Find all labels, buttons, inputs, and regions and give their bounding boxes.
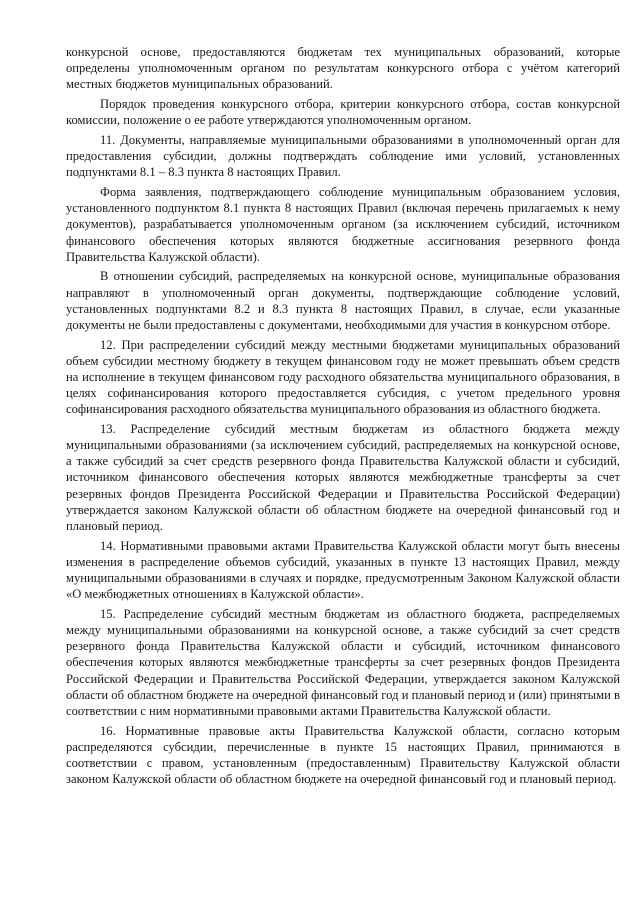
paragraph-item-16: 16. Нормативные правовые акты Правительства Калужской области, согласно которым распределяются субсидии, перечисленные в пункте 15 настоящих Правил, принимаются в соответствии с правом, установленным (предоставленным) Правительству Калужской области законом Калужской области об областном бюджете на очередной финансовый год и плановый период. <box>66 723 620 787</box>
paragraph-item-15: 15. Распределение субсидий местным бюджетам из областного бюджета, распределяемых между муниципальными образованиями на конкурсной основе, а также субсидий за счет средств резервного фонда Правительства Калужской области и субсидий, источником финансового обеспечения которых являются межбюджетные трансферты за счет резервных фондов Президента Российской Федерации и Правительства Российской Федерации, утверждается законом Калужской области об областном бюджете на очередной финансовый год и плановый период и (или) принятыми в соответствии с ним нормативными правовыми актами Правительства Калужской области. <box>66 606 620 718</box>
paragraph-item-14: 14. Нормативными правовыми актами Правительства Калужской области могут быть внесены изменения в распределение объемов субсидий, указанных в пункте 13 настоящих Правил, между муниципальными образованиями в случаях и порядке, предусмотренным Законом Калужской области «О межбюджетных отношениях в Калужской области». <box>66 538 620 602</box>
paragraph-item-13: 13. Распределение субсидий местным бюджетам из областного бюджета между муниципальными образованиями (за исключением субсидий, распределяемых на конкурсной основе, а также субсидий за счет средств резервного фонда Правительства Калужской области и субсидий, источником финансового обеспечения которых являются межбюджетные трансферты за счет резервных фондов Президента Российской Федерации и Правительства Российской Федерации) утверждается законом Калужской области об областном бюджете на очередной финансовый год и плановый период. <box>66 422 620 533</box>
paragraph-contest-subsidies: В отношении субсидий, распределяемых на конкурсной основе, муниципальные образования направляют в уполномоченный орган документы, подтверждающие соблюдение условий, установленных подпунктами 8.2 и 8.3 пункта 8 настоящих Правил, в случае, если указанные документы не были предоставлены с документами, необходимыми для участия в конкурсном отборе. <box>66 269 620 332</box>
paragraph-item-11: 11. Документы, направляемые муниципальными образованиями в уполномоченный орган для предоставления субсидии, должны подтверждать соблюдение ими условий, установленных подпунктами 8.1 – 8.3 пункта 8 настоящих Правил. <box>66 132 620 180</box>
document-page <box>66 44 620 791</box>
paragraph-application-form: Форма заявления, подтверждающего соблюдение муниципальным образованием условия, установленного подпунктом 8.1 пункта 8 настоящих Правил (включая перечень прилагаемых к нему документов), разрабатывается уполномоченным органом (за исключением субсидий, источником финансового обеспечения которых являются бюджетные ассигнования резервного фонда Правительства Калужской области). <box>66 185 620 264</box>
paragraph-item-12: 12. При распределении субсидий между местными бюджетами муниципальных образований объем субсидии местному бюджету в текущем финансовом году не может превышать объем средств на исполнение в текущем финансовом году расходного обязательства муниципального образования, в целях софинансирования которого предоставляется субсидия, с учетом предельного уровня софинансирования расходного обязательства муниципального образования из областного бюджета. <box>66 337 620 417</box>
paragraph-contest-procedure: Порядок проведения конкурсного отбора, критерии конкурсного отбора, состав конкурсной комиссии, положение о ее работе утверждаются уполномоченным органом. <box>66 97 620 128</box>
paragraph-continuation: конкурсной основе, предоставляются бюджетам тех муниципальных образований, которые определены уполномоченным органом по результатам конкурсного отбора с учётом категорий местных бюджетов муниципальных образований. <box>66 45 620 92</box>
